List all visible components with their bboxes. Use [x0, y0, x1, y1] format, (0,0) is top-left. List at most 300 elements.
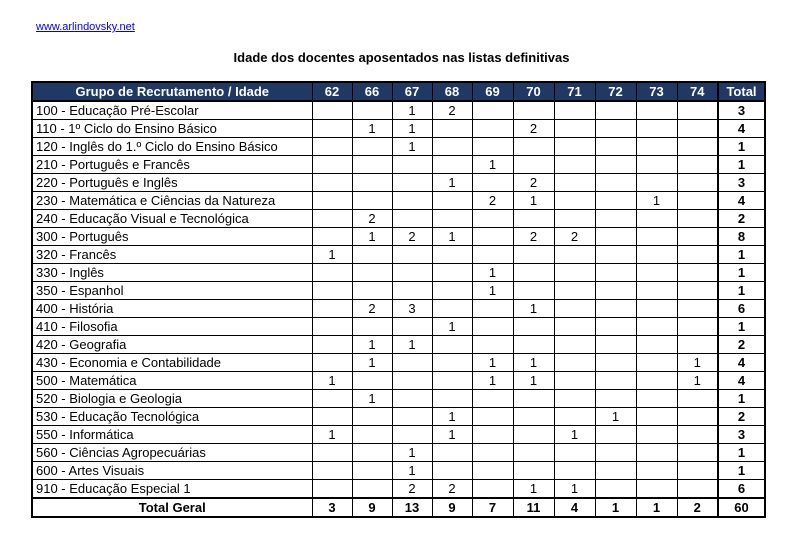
age-count-cell	[352, 444, 392, 462]
age-count-cell	[636, 408, 677, 426]
age-count-cell	[352, 264, 392, 282]
age-count-cell	[554, 156, 595, 174]
column-total-cell: 9	[352, 498, 392, 517]
age-count-cell: 1	[472, 264, 513, 282]
age-count-cell	[432, 336, 472, 354]
group-name-cell: 530 - Educação Tecnológica	[32, 408, 312, 426]
age-count-cell	[472, 138, 513, 156]
row-total-cell: 4	[718, 120, 765, 138]
table-row	[32, 120, 765, 138]
age-count-cell	[432, 210, 472, 228]
group-name-cell: 420 - Geografia	[32, 336, 312, 354]
row-total-cell: 2	[718, 408, 765, 426]
table-row	[32, 192, 765, 210]
table-row	[32, 174, 765, 192]
age-count-cell	[432, 300, 472, 318]
row-total-cell: 3	[718, 426, 765, 444]
table-row	[32, 408, 765, 426]
age-count-cell: 1	[352, 390, 392, 408]
table-row	[32, 228, 765, 246]
group-name-cell: 320 - Francês	[32, 246, 312, 264]
row-total-cell: 3	[718, 101, 765, 120]
group-name-cell: 220 - Português e Inglês	[32, 174, 312, 192]
row-total-cell: 2	[718, 336, 765, 354]
age-count-cell: 1	[432, 174, 472, 192]
table-row	[32, 354, 765, 372]
age-count-cell	[636, 210, 677, 228]
age-count-cell: 2	[472, 192, 513, 210]
table-row	[32, 210, 765, 228]
age-count-cell	[595, 444, 636, 462]
age-count-cell	[595, 372, 636, 390]
age-count-cell	[677, 156, 718, 174]
group-name-cell: 300 - Português	[32, 228, 312, 246]
age-count-cell	[636, 101, 677, 120]
age-count-cell	[472, 462, 513, 480]
age-count-cell	[636, 462, 677, 480]
age-count-cell	[352, 192, 392, 210]
age-count-cell: 2	[513, 120, 554, 138]
row-total-cell: 1	[718, 282, 765, 300]
age-count-cell	[595, 354, 636, 372]
table-row	[32, 390, 765, 408]
age-count-cell	[513, 318, 554, 336]
age-count-cell	[595, 138, 636, 156]
age-count-cell	[636, 246, 677, 264]
age-count-cell	[352, 372, 392, 390]
age-count-cell	[352, 156, 392, 174]
age-count-cell	[636, 300, 677, 318]
group-name-cell: 120 - Inglês do 1.º Ciclo do Ensino Básico	[32, 138, 312, 156]
row-total-cell: 1	[718, 462, 765, 480]
age-count-cell	[554, 210, 595, 228]
age-count-cell	[595, 246, 636, 264]
age-count-cell: 2	[554, 228, 595, 246]
group-name-cell: 210 - Português e Francês	[32, 156, 312, 174]
column-header-age: 72	[595, 82, 636, 101]
grand-total-cell: 60	[718, 498, 765, 517]
age-count-cell	[677, 120, 718, 138]
age-count-cell	[677, 318, 718, 336]
age-count-cell	[677, 192, 718, 210]
age-count-cell	[312, 318, 352, 336]
group-name-cell: 230 - Matemática e Ciências da Natureza	[32, 192, 312, 210]
column-header-group: Grupo de Recrutamento / Idade	[32, 82, 312, 101]
age-count-cell: 2	[513, 228, 554, 246]
age-count-cell	[677, 444, 718, 462]
age-count-cell	[312, 462, 352, 480]
age-count-cell: 1	[472, 372, 513, 390]
age-count-cell: 1	[554, 426, 595, 444]
total-geral-label: Total Geral	[32, 498, 312, 517]
age-count-cell	[312, 156, 352, 174]
age-count-cell	[312, 120, 352, 138]
age-count-cell	[554, 101, 595, 120]
age-count-cell	[554, 138, 595, 156]
row-total-cell: 3	[718, 174, 765, 192]
age-count-cell: 1	[392, 138, 432, 156]
age-count-cell	[595, 282, 636, 300]
age-count-cell	[595, 300, 636, 318]
age-count-cell	[432, 246, 472, 264]
age-count-cell	[554, 300, 595, 318]
age-count-cell	[392, 246, 432, 264]
document-title: Idade dos docentes aposentados nas listas definitivas	[233, 50, 570, 65]
age-count-cell: 1	[472, 354, 513, 372]
age-count-cell: 2	[392, 480, 432, 499]
column-total-cell: 9	[432, 498, 472, 517]
age-count-cell	[472, 408, 513, 426]
row-total-cell: 8	[718, 228, 765, 246]
table-row	[32, 246, 765, 264]
age-count-cell	[472, 228, 513, 246]
row-total-cell: 1	[718, 156, 765, 174]
age-count-cell	[636, 354, 677, 372]
age-count-cell	[677, 390, 718, 408]
age-count-cell	[636, 228, 677, 246]
group-name-cell: 400 - História	[32, 300, 312, 318]
age-count-cell	[432, 462, 472, 480]
age-count-cell: 1	[677, 372, 718, 390]
age-count-cell	[513, 426, 554, 444]
total-geral-row	[32, 498, 765, 517]
age-count-cell: 1	[432, 318, 472, 336]
age-count-cell	[554, 246, 595, 264]
age-count-cell	[432, 390, 472, 408]
age-count-cell	[595, 390, 636, 408]
age-count-cell	[392, 192, 432, 210]
age-count-cell	[472, 480, 513, 499]
age-count-cell: 1	[312, 426, 352, 444]
age-count-cell	[392, 174, 432, 192]
row-total-cell: 1	[718, 444, 765, 462]
age-count-cell	[677, 408, 718, 426]
age-count-cell	[392, 156, 432, 174]
age-count-cell: 1	[392, 462, 432, 480]
table-row	[32, 156, 765, 174]
age-count-cell	[677, 138, 718, 156]
age-count-cell	[312, 138, 352, 156]
age-count-cell: 2	[432, 101, 472, 120]
age-count-cell	[513, 138, 554, 156]
age-count-cell	[312, 174, 352, 192]
group-name-cell: 110 - 1º Ciclo do Ensino Básico	[32, 120, 312, 138]
age-count-cell	[595, 336, 636, 354]
column-header-age: 68	[432, 82, 472, 101]
age-count-cell	[472, 246, 513, 264]
age-count-cell	[352, 426, 392, 444]
age-count-cell	[636, 426, 677, 444]
column-total-cell: 2	[677, 498, 718, 517]
age-count-cell	[595, 156, 636, 174]
age-count-cell	[472, 300, 513, 318]
age-count-cell	[595, 228, 636, 246]
age-count-cell	[472, 390, 513, 408]
age-count-cell	[392, 318, 432, 336]
age-count-cell	[595, 480, 636, 499]
table-body	[32, 101, 765, 498]
age-count-cell	[352, 318, 392, 336]
table-row	[32, 444, 765, 462]
age-count-cell	[636, 264, 677, 282]
row-total-cell: 4	[718, 372, 765, 390]
age-count-cell	[554, 462, 595, 480]
row-total-cell: 1	[718, 390, 765, 408]
age-count-cell	[312, 210, 352, 228]
age-count-cell	[392, 264, 432, 282]
age-count-cell	[432, 138, 472, 156]
group-name-cell: 600 - Artes Visuais	[32, 462, 312, 480]
table-row	[32, 300, 765, 318]
age-count-cell	[554, 264, 595, 282]
age-count-cell	[312, 264, 352, 282]
age-count-cell	[312, 228, 352, 246]
age-count-cell: 1	[677, 354, 718, 372]
table-row	[32, 372, 765, 390]
age-count-cell: 2	[513, 174, 554, 192]
age-count-cell	[595, 426, 636, 444]
age-count-cell	[352, 282, 392, 300]
age-count-cell	[513, 336, 554, 354]
group-name-cell: 520 - Biologia e Geologia	[32, 390, 312, 408]
row-total-cell: 6	[718, 300, 765, 318]
column-total-cell: 3	[312, 498, 352, 517]
age-count-cell	[636, 282, 677, 300]
age-count-cell	[595, 101, 636, 120]
age-count-cell: 1	[392, 120, 432, 138]
table-row	[32, 101, 765, 120]
age-count-cell	[312, 354, 352, 372]
age-count-cell	[554, 336, 595, 354]
age-count-cell	[677, 228, 718, 246]
age-count-cell	[513, 101, 554, 120]
row-total-cell: 1	[718, 318, 765, 336]
age-count-cell	[677, 174, 718, 192]
age-count-cell	[312, 300, 352, 318]
table-row	[32, 480, 765, 499]
age-count-cell	[513, 246, 554, 264]
age-count-cell	[554, 390, 595, 408]
age-count-cell: 1	[352, 228, 392, 246]
age-count-cell: 1	[392, 336, 432, 354]
group-name-cell: 100 - Educação Pré-Escolar	[32, 101, 312, 120]
column-total-cell: 1	[636, 498, 677, 517]
column-total-cell: 13	[392, 498, 432, 517]
age-count-cell	[677, 101, 718, 120]
group-name-cell: 350 - Espanhol	[32, 282, 312, 300]
age-count-cell	[554, 120, 595, 138]
age-count-cell: 2	[352, 210, 392, 228]
age-count-cell	[554, 444, 595, 462]
age-count-cell	[677, 246, 718, 264]
row-total-cell: 4	[718, 192, 765, 210]
age-count-cell: 1	[352, 336, 392, 354]
row-total-cell: 1	[718, 138, 765, 156]
column-total-cell: 7	[472, 498, 513, 517]
age-count-cell	[432, 264, 472, 282]
age-count-cell	[595, 264, 636, 282]
age-count-cell	[636, 336, 677, 354]
age-count-cell	[352, 480, 392, 499]
age-count-cell	[554, 282, 595, 300]
age-count-cell	[636, 120, 677, 138]
age-count-cell	[432, 354, 472, 372]
row-total-cell: 6	[718, 480, 765, 499]
age-count-cell: 1	[432, 408, 472, 426]
age-count-cell	[392, 372, 432, 390]
age-count-cell	[554, 174, 595, 192]
age-count-cell	[472, 426, 513, 444]
age-count-cell	[595, 210, 636, 228]
age-count-cell	[472, 318, 513, 336]
age-count-cell	[352, 138, 392, 156]
age-count-cell	[352, 174, 392, 192]
age-count-cell	[554, 318, 595, 336]
age-count-cell: 1	[472, 156, 513, 174]
age-count-cell	[513, 390, 554, 408]
age-count-cell	[636, 372, 677, 390]
age-count-cell	[636, 480, 677, 499]
age-count-cell: 2	[432, 480, 472, 499]
age-count-cell	[677, 264, 718, 282]
group-name-cell: 550 - Informática	[32, 426, 312, 444]
age-count-cell	[677, 426, 718, 444]
age-count-cell	[513, 264, 554, 282]
age-count-cell	[554, 192, 595, 210]
age-count-cell	[432, 156, 472, 174]
age-count-cell	[312, 390, 352, 408]
age-count-cell: 1	[595, 408, 636, 426]
age-count-cell	[312, 408, 352, 426]
age-count-cell: 1	[472, 282, 513, 300]
table-row	[32, 426, 765, 444]
column-header-age: 74	[677, 82, 718, 101]
age-count-cell	[472, 101, 513, 120]
column-header-age: 66	[352, 82, 392, 101]
row-total-cell: 4	[718, 354, 765, 372]
age-count-cell	[352, 246, 392, 264]
age-count-cell	[513, 156, 554, 174]
column-total-cell: 4	[554, 498, 595, 517]
age-count-cell	[595, 192, 636, 210]
age-count-cell: 1	[554, 480, 595, 499]
age-count-cell	[472, 120, 513, 138]
group-name-cell: 500 - Matemática	[32, 372, 312, 390]
table-row	[32, 336, 765, 354]
group-name-cell: 560 - Ciências Agropecuárias	[32, 444, 312, 462]
age-count-cell	[513, 444, 554, 462]
age-count-cell	[513, 282, 554, 300]
age-count-cell	[432, 372, 472, 390]
age-count-cell: 1	[513, 480, 554, 499]
age-count-cell	[432, 444, 472, 462]
age-count-cell: 1	[352, 120, 392, 138]
column-header-age: 70	[513, 82, 554, 101]
age-count-cell	[513, 210, 554, 228]
group-name-cell: 910 - Educação Especial 1	[32, 480, 312, 499]
age-count-cell	[677, 210, 718, 228]
age-count-cell: 1	[352, 354, 392, 372]
age-count-cell	[636, 156, 677, 174]
age-count-cell	[392, 408, 432, 426]
table-row	[32, 318, 765, 336]
age-count-cell	[432, 192, 472, 210]
row-total-cell: 1	[718, 264, 765, 282]
age-count-cell	[554, 354, 595, 372]
age-count-cell	[636, 174, 677, 192]
age-count-cell	[636, 318, 677, 336]
age-count-cell	[636, 444, 677, 462]
age-count-cell: 1	[513, 372, 554, 390]
group-name-cell: 430 - Economia e Contabilidade	[32, 354, 312, 372]
age-count-cell: 1	[392, 101, 432, 120]
column-header-age: 62	[312, 82, 352, 101]
age-count-cell	[472, 174, 513, 192]
age-count-cell	[312, 444, 352, 462]
site-link[interactable]: www.arlindovsky.net	[36, 21, 135, 33]
age-count-cell	[513, 462, 554, 480]
age-count-cell	[677, 336, 718, 354]
column-total-cell: 1	[595, 498, 636, 517]
age-count-cell	[677, 462, 718, 480]
table-row	[32, 138, 765, 156]
age-count-cell	[352, 101, 392, 120]
column-header-total: Total	[718, 82, 765, 101]
age-count-cell	[392, 354, 432, 372]
row-total-cell: 1	[718, 246, 765, 264]
ages-table	[31, 81, 766, 518]
column-header-age: 69	[472, 82, 513, 101]
age-count-cell	[472, 444, 513, 462]
age-count-cell	[312, 480, 352, 499]
age-count-cell	[392, 426, 432, 444]
age-count-cell: 2	[352, 300, 392, 318]
age-count-cell: 1	[513, 192, 554, 210]
age-count-cell: 2	[392, 228, 432, 246]
age-count-cell: 1	[636, 192, 677, 210]
age-count-cell	[677, 282, 718, 300]
age-count-cell	[636, 390, 677, 408]
age-count-cell: 1	[432, 228, 472, 246]
age-count-cell	[312, 101, 352, 120]
age-count-cell	[472, 210, 513, 228]
age-count-cell	[392, 282, 432, 300]
age-count-cell: 1	[312, 246, 352, 264]
age-count-cell: 1	[392, 444, 432, 462]
table-row	[32, 264, 765, 282]
age-count-cell: 3	[392, 300, 432, 318]
column-header-age: 73	[636, 82, 677, 101]
age-count-cell	[513, 408, 554, 426]
column-header-age: 71	[554, 82, 595, 101]
age-count-cell	[312, 192, 352, 210]
age-count-cell	[595, 318, 636, 336]
group-name-cell: 330 - Inglês	[32, 264, 312, 282]
age-count-cell	[392, 210, 432, 228]
age-count-cell: 1	[312, 372, 352, 390]
age-count-cell: 1	[513, 300, 554, 318]
age-count-cell	[312, 282, 352, 300]
age-count-cell	[554, 372, 595, 390]
age-count-cell	[595, 462, 636, 480]
group-name-cell: 410 - Filosofia	[32, 318, 312, 336]
age-count-cell	[392, 390, 432, 408]
age-count-cell	[677, 480, 718, 499]
age-count-cell	[677, 300, 718, 318]
age-count-cell	[432, 282, 472, 300]
age-count-cell	[312, 336, 352, 354]
age-count-cell	[595, 174, 636, 192]
